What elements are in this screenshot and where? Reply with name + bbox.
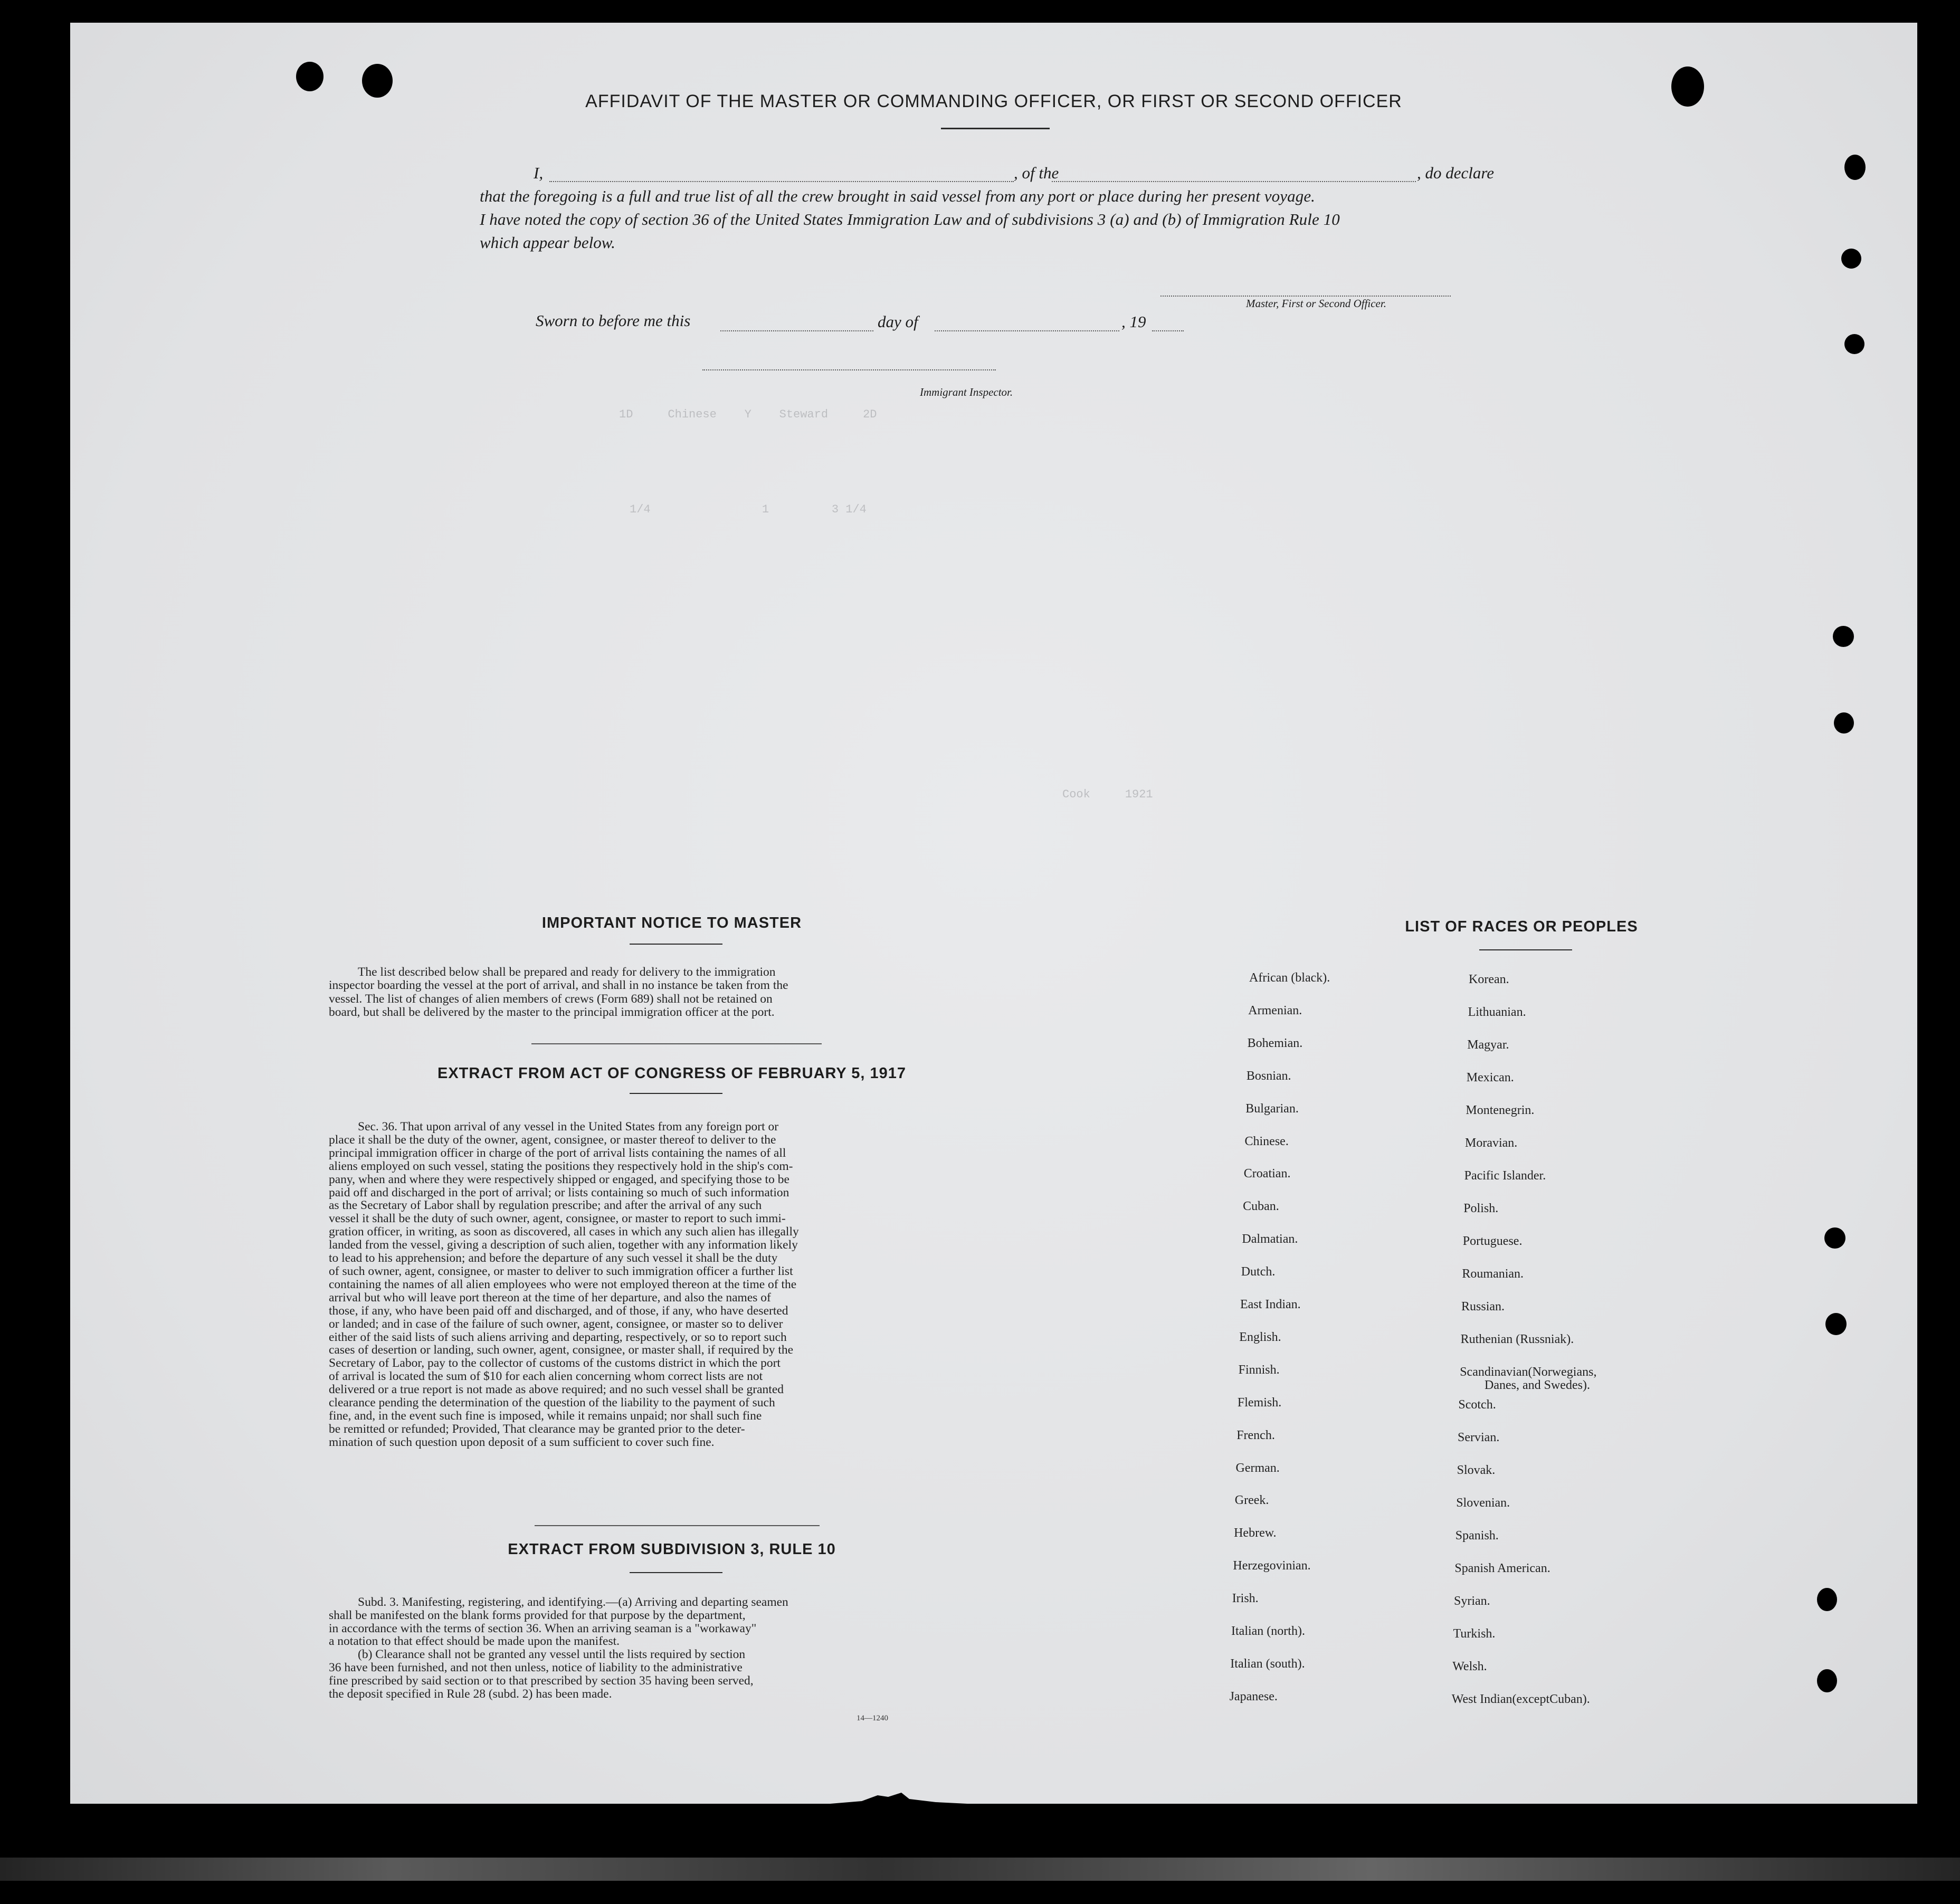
officer-caption: Master, First or Second Officer.	[1246, 297, 1386, 310]
form-number: 14—1240	[857, 1714, 888, 1722]
race-item: African (black).	[1249, 971, 1330, 985]
sworn-month-field[interactable]	[935, 330, 1119, 331]
rule-line: a notation to that effect should be made upon the manifest.	[329, 1634, 620, 1649]
punch-hole	[1834, 712, 1854, 734]
act-line: aliens employed on such vessel, stating the positions they respectively hold in the ship's com-	[329, 1159, 793, 1173]
race-item: Armenian.	[1248, 1003, 1302, 1017]
punch-hole	[1841, 249, 1861, 269]
rule-heading: EXTRACT FROM SUBDIVISION 3, RULE 10	[508, 1541, 836, 1558]
act-heading: EXTRACT FROM ACT OF CONGRESS OF FEBRUARY 5, 1917	[437, 1065, 907, 1082]
rule-line: the deposit specified in Rule 28 (subd. 2) has been made.	[329, 1687, 612, 1701]
inspector-caption: Immigrant Inspector.	[920, 386, 1013, 398]
year-label: , 19	[1121, 312, 1146, 331]
race-item: Russian.	[1461, 1300, 1505, 1313]
race-item: Lithuanian.	[1468, 1005, 1526, 1019]
affidavit-title: AFFIDAVIT OF THE MASTER OR COMMANDING OFFICER, OR FIRST OR SECOND OFFICER	[585, 91, 1402, 111]
race-item: Welsh.	[1452, 1660, 1487, 1673]
act-line: delivered or a true report is not made as above required; and no such vessel shall be granted	[329, 1383, 784, 1397]
affidavit-of-the: , of the	[1014, 164, 1059, 182]
punch-hole	[1817, 1669, 1837, 1692]
rule-line: Subd. 3. Manifesting, registering, and identifying.—(a) Arriving and departing seamen	[358, 1595, 788, 1609]
race-item: Moravian.	[1465, 1136, 1518, 1150]
race-item: Spanish American.	[1454, 1562, 1550, 1575]
race-item: Polish.	[1463, 1202, 1499, 1215]
race-item: Mexican.	[1466, 1071, 1514, 1084]
act-line: gration officer, in writing, as soon as discovered, all cases in which any such alien has illegally	[329, 1225, 799, 1239]
race-item: Hebrew.	[1234, 1526, 1277, 1540]
sworn-day-field[interactable]	[720, 330, 873, 331]
act-line: place it shall be the duty of the owner, agent, consignee, or master thereof to deliver to the	[329, 1132, 776, 1147]
race-item: Japanese.	[1229, 1689, 1278, 1703]
act-line: vessel it shall be the duty of such owner, agent, consignee, or master to report to such immi-	[329, 1212, 786, 1226]
act-line: cases of desertion or landing, such owner, agent, consignee, or master shall, if required by the	[329, 1343, 794, 1357]
race-item: Irish.	[1232, 1592, 1259, 1606]
race-item: Montenegrin.	[1466, 1103, 1535, 1117]
act-line: either of the said lists of such aliens arriving and departing, respectively, or so to report such	[329, 1330, 787, 1344]
race-item: Herzegovinian.	[1233, 1559, 1311, 1573]
act-line: those, if any, who have been paid off and discharged, and of those, if any, who have deserted	[329, 1303, 788, 1318]
rule-line: shall be manifested on the blank forms provided for that purpose by the department,	[329, 1608, 746, 1622]
race-item: Finnish.	[1238, 1363, 1280, 1377]
act-line: clearance pending the determination of the question of the liability to the payment of such	[329, 1396, 775, 1410]
name-field[interactable]	[549, 181, 1014, 182]
race-item: Bulgarian.	[1245, 1101, 1299, 1116]
notice-heading-rule	[630, 944, 722, 945]
race-item: Ruthenian (Russniak).	[1460, 1332, 1574, 1346]
notice-line: vessel. The list of changes of alien members of crews (Form 689) shall not be retained on	[329, 992, 773, 1006]
bleed-through-text: 1D Chinese Y Steward 2D	[619, 408, 877, 421]
race-item: Croatian.	[1243, 1167, 1291, 1181]
race-item: French.	[1236, 1428, 1275, 1442]
act-line: be remitted or refunded; Provided, That clearance may be granted prior to the deter-	[329, 1422, 745, 1436]
race-item: Bosnian.	[1246, 1069, 1291, 1083]
document-page	[70, 23, 1917, 1804]
race-item: German.	[1235, 1461, 1280, 1475]
race-item: English.	[1239, 1330, 1281, 1344]
punch-hole	[296, 62, 324, 91]
race-item: Syrian.	[1454, 1594, 1490, 1608]
sworn-label: Sworn to before me this	[536, 311, 691, 330]
punch-hole	[1825, 1313, 1847, 1335]
section-divider	[531, 1043, 822, 1044]
notice-heading: IMPORTANT NOTICE TO MASTER	[541, 915, 802, 931]
act-line: or landed; and in case of the failure of such owner, agent, consignee, or master so to deliver	[329, 1317, 783, 1331]
races-heading-rule	[1479, 949, 1572, 950]
rule-text	[329, 1596, 1020, 1700]
punch-hole	[1833, 626, 1854, 647]
rule-heading-rule	[630, 1572, 722, 1573]
day-of-label: day of	[878, 312, 918, 331]
bleed-through-text: 1/4 1 3 1/4	[630, 503, 867, 516]
act-line: of arrival is located the sum of $10 for each alien concerning whom correct lists are not	[329, 1369, 763, 1384]
rule-line: fine prescribed by said section or to that prescribed by section 35 having been served,	[329, 1673, 754, 1688]
act-line: principal immigration officer in charge of the port of arrival lists containing the names of all	[329, 1146, 786, 1160]
notice-line: board, but shall be delivered by the master to the principal immigration officer at the port.	[329, 1005, 775, 1019]
affidavit-line-2: that the foregoing is a full and true list of all the crew brought in said vessel from any port or place during her present voyage.	[480, 187, 1316, 205]
act-line: pany, when and where they were respectively shipped or engaged, and specifying those to be	[329, 1172, 789, 1186]
race-item: Magyar.	[1467, 1038, 1509, 1052]
race-item: Turkish.	[1453, 1627, 1496, 1641]
sworn-year-field[interactable]	[1152, 330, 1184, 331]
race-item: Greek.	[1234, 1493, 1269, 1508]
race-item: Italian (north).	[1231, 1624, 1305, 1638]
vessel-field[interactable]	[1052, 181, 1416, 182]
punch-hole	[1817, 1588, 1837, 1611]
race-item: Bohemian.	[1247, 1036, 1303, 1050]
punch-hole	[1824, 1227, 1845, 1249]
act-line: of such owner, agent, consignee, or master to deliver to such immigration officer a further list	[329, 1264, 793, 1278]
punch-hole	[1844, 334, 1864, 354]
act-line: arrival but who will leave port thereon at the time of her departure, and also the names of	[329, 1290, 771, 1305]
rule-line: 36 have been furnished, and not then unless, notice of liability to the administrative	[329, 1660, 743, 1674]
act-line: Secretary of Labor, pay to the collector of customs of the customs district in which the port	[329, 1356, 781, 1370]
race-item: Pacific Islander.	[1464, 1169, 1546, 1183]
bleed-through-text: Cook 1921	[1062, 788, 1153, 801]
inspector-signature-field[interactable]	[702, 369, 996, 370]
act-line: containing the names of all alien employees who were not employed thereon at the time of the	[329, 1277, 797, 1291]
race-item: Servian.	[1458, 1431, 1500, 1444]
torn-edge	[830, 1782, 967, 1804]
rule-line: in accordance with the terms of section 36. When an arriving seaman is a "workaway"	[329, 1621, 757, 1635]
race-item: Slovak.	[1457, 1463, 1496, 1477]
race-item: Cuban.	[1243, 1199, 1279, 1214]
notice-line: inspector boarding the vessel at the port of arrival, and shall in no instance be taken from the	[329, 978, 788, 993]
act-line: fine, and, in the event such fine is imposed, while it remains unpaid; nor shall such fine	[329, 1408, 762, 1423]
act-line: to lead to his apprehension; and before the departure of any such vessel it shall be the duty	[329, 1251, 778, 1265]
title-underline	[941, 128, 1050, 129]
race-item: Slovenian.	[1456, 1496, 1510, 1510]
affidavit-i-label: I,	[534, 164, 544, 182]
act-line: landed from the vessel, giving a description of such alien, together with any information likely	[329, 1238, 798, 1252]
races-heading: LIST OF RACES OR PEOPLES	[1405, 918, 1638, 935]
race-item: Danes, and Swedes).	[1485, 1378, 1590, 1392]
act-line: Sec. 36. That upon arrival of any vessel in the United States from any foreign port or	[358, 1120, 779, 1134]
race-item: East Indian.	[1240, 1298, 1301, 1311]
affidavit-do-declare: , do declare	[1417, 164, 1495, 182]
act-heading-rule	[630, 1093, 722, 1094]
act-text	[329, 1120, 1020, 1449]
race-item: Korean.	[1469, 973, 1509, 986]
notice-line: The list described below shall be prepared and ready for delivery to the immigration	[358, 965, 776, 979]
act-line: paid off and discharged in the port of arrival; or lists containing so much of such information	[329, 1185, 789, 1199]
race-item: West Indian(exceptCuban).	[1451, 1692, 1590, 1706]
race-item: Flemish.	[1237, 1395, 1282, 1410]
race-item: Portuguese.	[1462, 1234, 1523, 1248]
race-item: Scotch.	[1458, 1398, 1496, 1412]
film-strip	[0, 1858, 1960, 1881]
race-item: Chinese.	[1244, 1134, 1289, 1148]
act-line: as the Secretary of Labor shall by regulation prescribe; and after the arrival of any such	[329, 1198, 762, 1213]
affidavit-line-3: I have noted the copy of section 36 of the United States Immigration Law and of subdivisions 3 (a) and (b) of Immigration Rule 10	[480, 210, 1340, 229]
race-item: Dalmatian.	[1242, 1232, 1298, 1246]
punch-hole	[1844, 155, 1866, 180]
act-line: mination of such question upon deposit of a sum sufficient to cover such fine.	[329, 1435, 715, 1449]
affidavit-line-4: which appear below.	[480, 233, 615, 252]
section-divider	[535, 1525, 820, 1526]
race-item: Dutch.	[1241, 1265, 1276, 1279]
race-item: Spanish.	[1455, 1529, 1499, 1543]
notice-text	[329, 966, 1020, 1019]
race-item: Roumanian.	[1462, 1267, 1524, 1281]
race-item: Scandinavian(Norwegians,	[1460, 1365, 1597, 1379]
race-item: Italian (south).	[1230, 1657, 1305, 1671]
rule-line: (b) Clearance shall not be granted any vessel until the lists required by section	[358, 1648, 746, 1662]
officer-signature-field[interactable]	[1160, 296, 1451, 297]
